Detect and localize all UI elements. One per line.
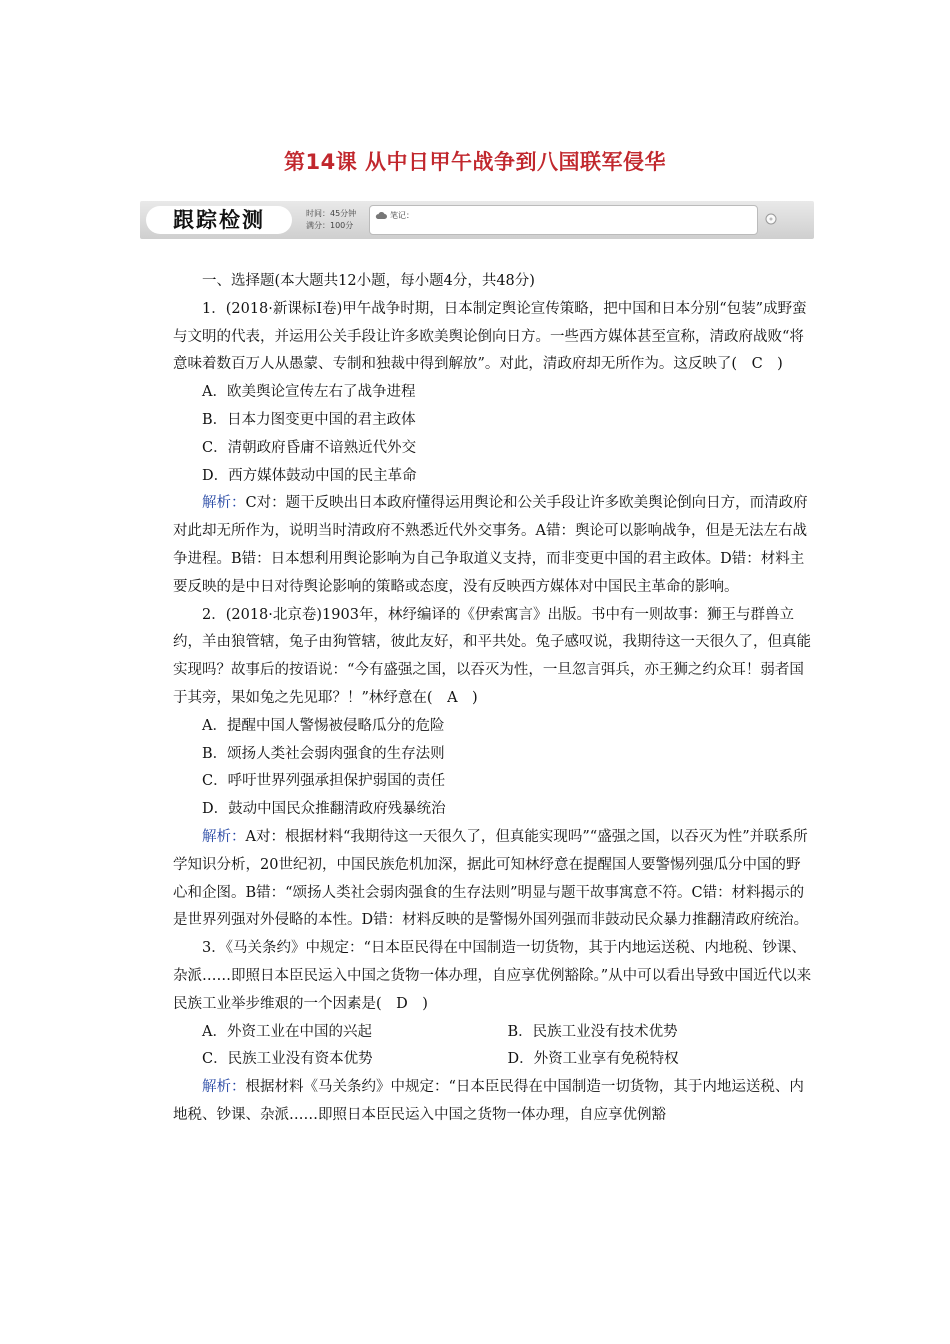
q2-analysis — [173, 824, 813, 935]
note-label: 笔记： — [390, 211, 414, 220]
q1-stem: 1．(2018·新课标Ⅰ卷)甲午战争时期，日本制定舆论宣传策略，把中国和日本分别“包装”成野蛮与文明的代表，并运用公关手段让许多欧美舆论倒向日方。一些西方媒体甚至宣称，清政府战败“将意味着数百万人从愚蒙、专制和独裁中得到解放”。对此，清政府却无所作为。这反映了( C ) — [173, 300, 807, 373]
banner-label: 跟踪检测 — [146, 206, 292, 234]
cloud-icon — [375, 211, 387, 220]
notes-field[interactable] — [369, 205, 758, 235]
q1-option-c: C．清朝政府昏庸不谙熟近代外交 — [202, 439, 417, 456]
q3-options-row1 — [173, 1019, 813, 1047]
q2-analysis-text: A对：根据材料“我期待这一天很久了，但真能实现吗”“盛强之国，以吞灭为性”并联系所学知识分析，20世纪初，中国民族危机加深，据此可知林纾意在提醒国人要警惕列强瓜分中国的野心和企图。B错：“颂扬人类社会弱肉强食的生存法则”明显与题干故事寓意不符。C错：材料揭示的是世界列强对外侵略的本性。D错：材料反映的是警惕外国列强而非鼓动民众暴力推翻清政府统治。 — [173, 828, 809, 929]
q3-option-c: C．民族工业没有资本优势 — [202, 1051, 373, 1068]
q1-analysis — [173, 490, 813, 601]
q1-analysis-text: C对：题干反映出日本政府懂得运用舆论和公关手段让许多欧美舆论倒向日方，而清政府对此却无所作为，说明当时清政府不熟悉近代外交事务。A错：舆论可以影响战争，但是无法左右战争进程。B错：日本想利用舆论影响为自己争取道义支持，而非变更中国的君主政体。D错：材料主要反映的是中日对待舆论影响的策略或态度，没有反映西方媒体对中国民主革命的影响。 — [173, 495, 808, 595]
analysis-tag: 解析： — [202, 495, 246, 512]
q2-option-d: D．鼓动中国民众推翻清政府残暴统治 — [202, 801, 446, 818]
disc-icon — [765, 213, 777, 225]
q3-option-d: D．外资工业享有免税特权 — [507, 1051, 679, 1068]
banner-meta — [306, 208, 356, 232]
q2-stem: 2．(2018·北京卷)1903年，林纾编译的《伊索寓言》出版。书中有一则故事：狮王与群兽立约，羊由狼管辖，兔子由狗管辖，彼此友好，和平共处。兔子感叹说，我期待这一天很久了，但真能实现吗？故事后的按语说：“今有盛强之国，以吞灭为性，一旦忽言弭兵，亦王狮之约众耳！弱者国于其旁，果如兔之先见耶？！”林纾意在( A ) — [173, 606, 811, 706]
q2-option-a: A．提醒中国人警惕被侵略瓜分的危险 — [202, 717, 445, 734]
q1-option-d: D．西方媒体鼓动中国的民主革命 — [202, 467, 417, 484]
q3-option-a: A．外资工业在中国的兴起 — [202, 1023, 372, 1040]
q1-option-a: A．欧美舆论宣传左右了战争进程 — [202, 384, 416, 401]
full-score: 满分：100分 — [306, 221, 354, 230]
section-heading: 一、选择题(本大题共12小题，每小题4分，共48分) — [202, 273, 535, 289]
time-limit: 时间：45分钟 — [306, 209, 357, 218]
q2-option-b: B．颂扬人类社会弱肉强食的生存法则 — [202, 745, 445, 762]
q1-option-b: B．日本力图变更中国的君主政体 — [202, 411, 416, 428]
q3-stem: 3．《马关条约》中规定：“日本臣民得在中国制造一切货物，其于内地运送税、内地税、钞课、杂派……即照日本臣民运入中国之货物一体办理，自应享优例豁除。”从中可以看出导致中国近代以来民族工业举步维艰的一个因素是( D ) — [173, 940, 812, 1012]
lesson-title: 第14课 从中日甲午战争到八国联军侵华 — [283, 150, 667, 174]
tracking-banner — [140, 201, 814, 239]
question-content — [173, 268, 813, 1130]
q3-option-b: B．民族工业没有技术优势 — [507, 1023, 678, 1040]
q2-option-c: C．呼吁世界列强承担保护弱国的责任 — [202, 773, 446, 790]
analysis-tag: 解析： — [202, 828, 246, 845]
analysis-tag: 解析： — [202, 1079, 246, 1096]
q3-options-row2 — [173, 1046, 813, 1074]
q3-analysis-text: 根据材料《马关条约》中规定：“日本臣民得在中国制造一切货物，其于内地运送税、内地税、钞课、杂派……即照日本臣民运入中国之货物一体办理，自应享优例豁 — [173, 1079, 804, 1123]
q3-analysis — [173, 1074, 813, 1130]
